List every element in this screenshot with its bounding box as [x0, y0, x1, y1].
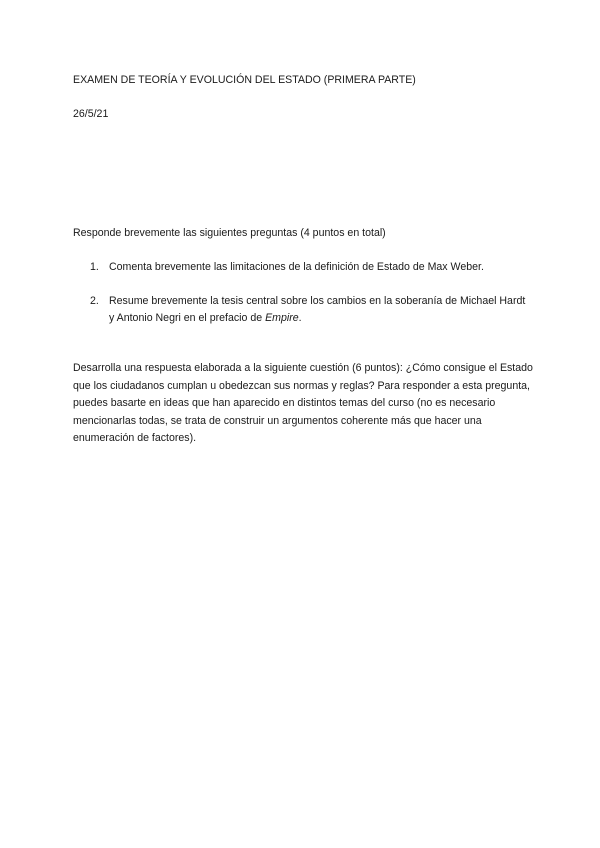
question-text-end: .: [298, 312, 302, 324]
question-number: 1.: [90, 261, 99, 273]
exam-date: 26/5/21: [73, 108, 109, 120]
question-list: [73, 259, 533, 344]
essay-question: [73, 360, 533, 448]
question-number: 2.: [90, 294, 99, 307]
question-text: Comenta brevemente las limitaciones de la definición de Estado de Max Weber.: [109, 261, 484, 273]
question-item-2: [73, 293, 533, 328]
essay-question-text: Desarrolla una respuesta elaborada a la siguiente cuestión (6 puntos): ¿Cómo consigue el Estado que los ciudadanos cumplan u obedezcan sus normas y reglas? Para responder a esta pregunta, puedes basarte en ideas que han aparecido en distintos temas del curso (no es necesario mencionarlas todas, se trata de construir un argumentos coherente más que hacer una enumeración de factores).: [73, 362, 533, 444]
question-item-1: [73, 259, 533, 277]
exam-title: EXAMEN DE TEORÍA Y EVOLUCIÓN DEL ESTADO (PRIMERA PARTE): [73, 74, 416, 86]
book-title: Empire: [265, 312, 299, 324]
question-text: Resume brevemente la tesis central sobre los cambios en la soberanía de Michael Hardt y Antonio Negri en el prefacio de: [109, 294, 526, 324]
questions-intro: Responde brevemente las siguientes preguntas (4 puntos en total): [73, 227, 386, 239]
